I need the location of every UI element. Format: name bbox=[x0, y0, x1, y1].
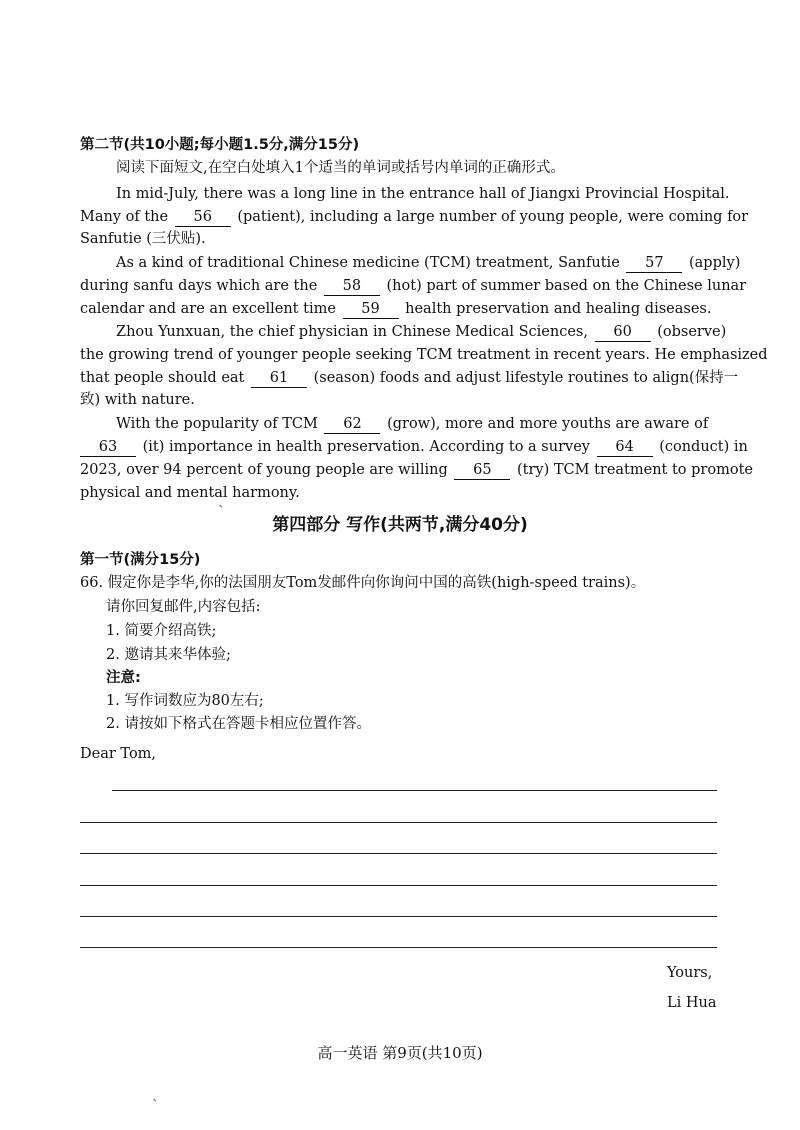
blank-57[interactable]: 57 bbox=[626, 255, 682, 273]
passage-text: Zhou Yunxuan, the chief physician in Chinese Medical Sciences, bbox=[116, 324, 588, 340]
question-66-line2: 请你回复邮件,内容包括: bbox=[106, 599, 261, 615]
passage-text: (apply) bbox=[689, 255, 741, 271]
passage-line bbox=[116, 322, 726, 342]
passage-text: Sanfutie (三伏贴). bbox=[80, 231, 206, 247]
passage-line bbox=[80, 460, 753, 480]
passage-line bbox=[80, 276, 746, 296]
passage-text: 致) with nature. bbox=[80, 392, 195, 408]
requirement-item: 2. 邀请其来华体验; bbox=[106, 647, 231, 663]
passage-line bbox=[80, 437, 748, 457]
passage-text: (hot) part of summer based on the Chinese lunar bbox=[386, 278, 747, 294]
passage-line bbox=[116, 184, 730, 204]
passage-text: 2023, over 94 percent of young people are willing bbox=[80, 462, 448, 478]
passage-text: In mid-July, there was a long line in the entrance hall of Jiangxi Provincial Hospital. bbox=[116, 186, 730, 202]
blank-58[interactable]: 58 bbox=[324, 278, 380, 296]
passage-line bbox=[80, 483, 300, 503]
subsection-title: 第一节(满分15分) bbox=[80, 552, 201, 568]
writing-line[interactable] bbox=[80, 822, 717, 823]
question-66: 66. 假定你是李华,你的法国朋友Tom发邮件向你询问中国的高铁(high-speed trains)。 bbox=[80, 575, 646, 591]
passage-line bbox=[80, 229, 206, 249]
blank-60[interactable]: 60 bbox=[595, 324, 651, 342]
writing-line[interactable] bbox=[80, 885, 717, 886]
passage-line bbox=[80, 390, 195, 410]
passage-line bbox=[80, 207, 748, 227]
passage-line bbox=[80, 299, 711, 319]
passage-line bbox=[116, 414, 708, 434]
writing-line[interactable] bbox=[80, 947, 717, 948]
passage-text: Many of the bbox=[80, 209, 169, 225]
passage-text: the growing trend of younger people seeking TCM treatment in recent years. He emphasized bbox=[80, 347, 768, 363]
blank-65[interactable]: 65 bbox=[454, 462, 510, 480]
blank-62[interactable]: 62 bbox=[324, 416, 380, 434]
blank-56[interactable]: 56 bbox=[175, 209, 231, 227]
passage-text: health preservation and healing diseases. bbox=[405, 301, 712, 317]
passage-line bbox=[80, 368, 738, 388]
blank-64[interactable]: 64 bbox=[597, 439, 653, 457]
scan-mark: ` bbox=[218, 504, 225, 520]
passage-line bbox=[116, 253, 740, 273]
passage-text: (patient), including a large number of young people, were coming for bbox=[237, 209, 749, 225]
blank-61[interactable]: 61 bbox=[251, 370, 307, 388]
letter-closing: Yours, bbox=[667, 965, 713, 981]
passage-text: (season) foods and adjust lifestyle routines to align(保持一 bbox=[313, 370, 739, 386]
passage-line bbox=[80, 345, 768, 365]
passage-text: during sanfu days which are the bbox=[80, 278, 318, 294]
passage-text: As a kind of traditional Chinese medicine (TCM) treatment, Sanfutie bbox=[116, 255, 620, 271]
blank-59[interactable]: 59 bbox=[343, 301, 399, 319]
requirement-item: 1. 简要介绍高铁; bbox=[106, 623, 217, 639]
page-footer: 高一英语 第9页(共10页) bbox=[317, 1044, 483, 1062]
passage-text: (try) TCM treatment to promote bbox=[516, 462, 753, 478]
passage-text: (conduct) in bbox=[659, 439, 748, 455]
section-instruction: 阅读下面短文,在空白处填入1个适当的单词或括号内单词的正确形式。 bbox=[116, 160, 565, 176]
passage-text: (it) importance in health preservation. According to a survey bbox=[142, 439, 590, 455]
note-item: 1. 写作词数应为80左右; bbox=[106, 693, 264, 709]
blank-63[interactable]: 63 bbox=[80, 439, 136, 457]
section-title: 第二节(共10小题;每小题1.5分,满分15分) bbox=[80, 137, 360, 153]
passage-text: physical and mental harmony. bbox=[80, 485, 300, 501]
passage-text: (observe) bbox=[657, 324, 727, 340]
part-title: 第四部分 写作(共两节,满分40分) bbox=[272, 515, 528, 535]
writing-line[interactable] bbox=[112, 790, 717, 791]
passage-text: With the popularity of TCM bbox=[116, 416, 318, 432]
letter-signature: Li Hua bbox=[667, 995, 717, 1011]
writing-line[interactable] bbox=[80, 916, 717, 917]
letter-greeting: Dear Tom, bbox=[80, 746, 157, 762]
writing-line[interactable] bbox=[80, 853, 717, 854]
passage-text: (grow), more and more youths are aware of bbox=[387, 416, 709, 432]
scan-mark: ` bbox=[152, 1098, 159, 1114]
note-item: 2. 请按如下格式在答题卡相应位置作答。 bbox=[106, 716, 371, 732]
passage-text: calendar and are an excellent time bbox=[80, 301, 336, 317]
note-label: 注意: bbox=[106, 670, 141, 686]
passage-text: that people should eat bbox=[80, 370, 245, 386]
